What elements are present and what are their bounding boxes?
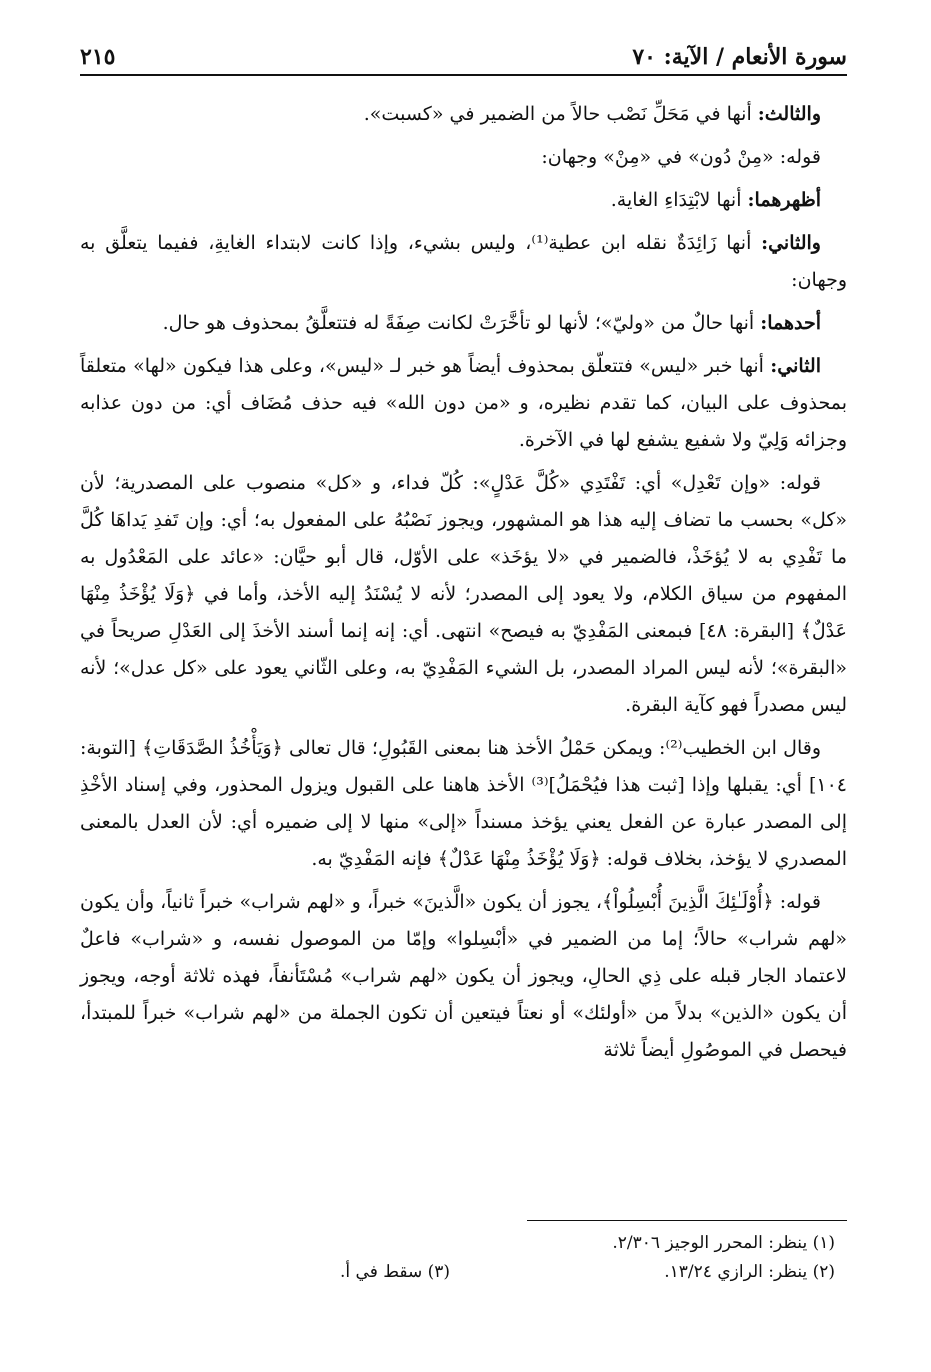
paragraph-text: أنها في مَحَلِّ نَصْب حالاً من الضمير في «كسبت».: [363, 103, 758, 125]
paragraph-third-view: [80, 96, 847, 133]
paragraph-text: قوله: «مِنْ دُون» في «مِنْ» وجهان:: [541, 146, 821, 168]
paragraph-ibn-al-khatib: [80, 730, 847, 878]
paragraph-lead: والثاني:: [761, 232, 821, 254]
paragraph-text: أنها زَائِدَةٌ نقله ابن عطية⁽¹⁾، وليس بشيء، وإذا كانت لابتداء الغايةِ، ففيما يتعلَّق به وجهان:: [80, 232, 847, 291]
footnote-row-1: [80, 1229, 847, 1258]
paragraph-text: قوله: «وإن تَعْدِل» أي: تَفْتَدِي «كُلَّ عَدْلٍ»: كُلّ فداء، و «كل» منصوب على المصدرية؛ لأن «كل» بحسب ما تضاف إليه هذا هو المشهور، ويجوز نَصْبُهُ على المفعول به؛ أي: وإن تَفدِ يَداهَا كُلَّ ما تَفْدِي به لا يُؤخَذْ، فالضمير في «لا يؤخَذ» على الأوّل، قال أبو حيَّان: «عائد على المَعْدُول به المفهوم من سياق الكلام، ولا يعود إلى المصدر؛ لأنه لا يُسْنَدُ إليه الأخذ، وأما في ﴿وَلَا يُؤْخَذُ مِنْهَا عَدْلٌ﴾ [البقرة: ٤٨] فبمعنى المَفْدِيّ به فيصح» انتهى. أي: إنه إنما أسند الأخذَ إلى العَدْلِ صريحاً في «البقرة»؛ لأنه ليس المراد المصدر، بل الشيء المَفْدِيّ به، وعلى الثّاني يعود على «كل عدل»؛ لأنه ليس مصدراً فهو كآية البقرة.: [80, 472, 847, 716]
page-number: ٢١٥: [80, 44, 116, 70]
paragraph-text: أنها لابْتِدَاءِ الغاية.: [610, 189, 748, 211]
paragraph-second-view: [80, 225, 847, 299]
page-header: [80, 30, 847, 76]
main-text: [80, 96, 847, 1069]
paragraph-ulaaika: [80, 884, 847, 1069]
footnote-3: (٣) سقط في أ.: [340, 1262, 451, 1282]
surah-title: سورة الأنعام / الآية: ٧٠: [632, 44, 847, 70]
paragraph-lead: أظهرهما:: [747, 189, 821, 211]
paragraph-text: أنها حالٌ من «وليّ»؛ لأنها لو تأخَّرَتْ لكانت صِفَةً له فتتعلَّقُ بمحذوف هو حال.: [162, 312, 761, 334]
paragraph-text: وقال ابن الخطيب⁽²⁾: ويمكن حَمْلُ الأخذ هنا بمعنى القَبُولِ؛ قال تعالى ﴿وَيَأْخُذُ الصَّدَقَاتِ﴾ [التوبة: ١٠٤] أي: يقبلها وإذا [ثبت هذا فيُحْمَلُ]⁽³⁾ الأخذ هاهنا على القبول ويزول المحذور، وفي إسناد الأخْذِ إلى المصدر عبارة عن الفعل يعني يؤخذ مسنداً «إلى» منها لا إلى ضميره أي: لأن العدل بالمعنى المصدري لا يؤخذ، بخلاف قوله: ﴿وَلَا يُؤْخَذُ مِنْهَا عَدْلٌ﴾ فإنه المَفْدِيّ به.: [80, 737, 848, 870]
paragraph-lead: أحدهما:: [760, 312, 821, 334]
footnote-row-2: [80, 1258, 847, 1287]
paragraph-second-of-two: [80, 348, 847, 459]
paragraph-first-of-two: [80, 305, 847, 342]
paragraph-text: أنها خبر «ليس» فتتعلّق بمحذوف أيضاً هو خبر لـ «ليس»، وعلى هذا فيكون «لها» متعلقاً بمحذوف على البيان، كما تقدم نظيره، و «من دون الله» فيه حذف مُضَاف أي: من دون عذابه وجزائه وَلِيّ ولا شفيع يشفع لها في الآخرة.: [80, 355, 847, 451]
paragraph-lead: والثالث:: [757, 103, 821, 125]
footnotes: [80, 1220, 847, 1287]
footnote-2: (٢) ينظر: الرازي ١٣/٢٤.: [664, 1262, 835, 1282]
paragraph-lead: الثاني:: [770, 355, 821, 377]
footnote-separator: [527, 1220, 847, 1221]
paragraph-min-doon: [80, 139, 847, 176]
paragraph-most-apparent: [80, 182, 847, 219]
paragraph-text: قوله: ﴿أُوْلَـٰئِكَ الَّذِينَ أُبْسِلُواْ﴾، يجوز أن يكون «الَّذينَ» خبراً، و «لهم شراب» خبراً ثانياً، وأن يكون «لهم شراب» حالاً؛ إما من الضمير في «أبْسِلوا» وإمّا من الموصول نفسه، و «شراب» فاعلٌ لاعتماد الجار قبله على ذِي الحالِ، ويجوز أن يكون «لهم شراب» مُسْتَأنفاً، فهذه ثلاثة أوجه، ويجوز أن يكون «الذين» بدلاً من «أولئك» أو نعتاً فيتعين أن تكون الجملة من «لهم شراب» خبراً للمبتدأ، فيحصل في الموصُولِ أيضاً ثلاثة: [80, 891, 847, 1061]
paragraph-wa-in-taadil: [80, 465, 847, 724]
document-page: [80, 30, 847, 1332]
footnote-1: (١) ينظر: المحرر الوجيز ٢/٣٠٦.: [612, 1233, 835, 1253]
